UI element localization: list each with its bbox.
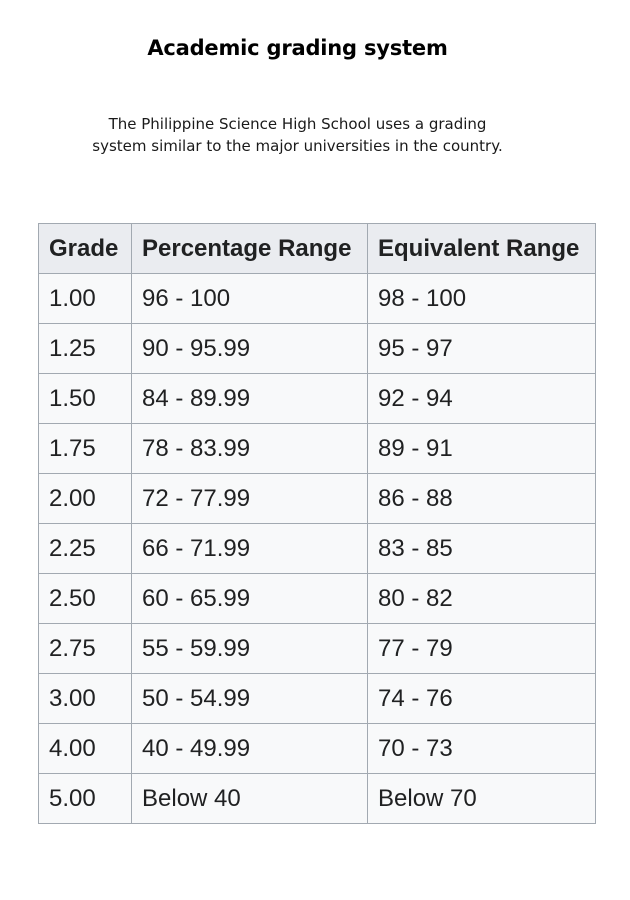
equivalent-range-cell: 86 - 88: [368, 474, 596, 524]
header-percentage-range: Percentage Range: [132, 224, 368, 274]
grade-cell: 2.00: [39, 474, 132, 524]
grade-cell: 1.25: [39, 324, 132, 374]
percentage-range-cell: 66 - 71.99: [132, 524, 368, 574]
table-row: [39, 424, 596, 474]
table-row: [39, 624, 596, 674]
percentage-range-cell: 96 - 100: [132, 274, 368, 324]
percentage-range-cell: Below 40: [132, 774, 368, 824]
equivalent-range-cell: 80 - 82: [368, 574, 596, 624]
equivalent-range-cell: Below 70: [368, 774, 596, 824]
grade-cell: 2.50: [39, 574, 132, 624]
table-row: [39, 274, 596, 324]
table-row: [39, 374, 596, 424]
percentage-range-cell: 50 - 54.99: [132, 674, 368, 724]
grade-cell: 1.75: [39, 424, 132, 474]
grade-cell: 1.00: [39, 274, 132, 324]
percentage-range-cell: 72 - 77.99: [132, 474, 368, 524]
table-row: [39, 574, 596, 624]
grade-cell: 2.75: [39, 624, 132, 674]
intro-line-2: system similar to the major universities in the country.: [92, 137, 503, 155]
table-row: [39, 324, 596, 374]
header-grade: Grade: [39, 224, 132, 274]
table-row: [39, 674, 596, 724]
page-title: Academic grading system: [147, 36, 448, 60]
equivalent-range-cell: 95 - 97: [368, 324, 596, 374]
intro-line-1: The Philippine Science High School uses a grading: [108, 115, 487, 133]
header-equivalent-range: Equivalent Range: [368, 224, 596, 274]
grade-cell: 5.00: [39, 774, 132, 824]
equivalent-range-cell: 83 - 85: [368, 524, 596, 574]
table-row: [39, 474, 596, 524]
percentage-range-cell: 78 - 83.99: [132, 424, 368, 474]
percentage-range-cell: 84 - 89.99: [132, 374, 368, 424]
grade-cell: 1.50: [39, 374, 132, 424]
table-header-row: [39, 224, 596, 274]
equivalent-range-cell: 74 - 76: [368, 674, 596, 724]
table-row: [39, 774, 596, 824]
intro-paragraph: [60, 113, 535, 157]
percentage-range-cell: 40 - 49.99: [132, 724, 368, 774]
equivalent-range-cell: 77 - 79: [368, 624, 596, 674]
equivalent-range-cell: 70 - 73: [368, 724, 596, 774]
table-row: [39, 524, 596, 574]
equivalent-range-cell: 92 - 94: [368, 374, 596, 424]
grading-table: [38, 223, 596, 824]
equivalent-range-cell: 89 - 91: [368, 424, 596, 474]
grade-cell: 4.00: [39, 724, 132, 774]
percentage-range-cell: 90 - 95.99: [132, 324, 368, 374]
percentage-range-cell: 60 - 65.99: [132, 574, 368, 624]
equivalent-range-cell: 98 - 100: [368, 274, 596, 324]
grade-cell: 2.25: [39, 524, 132, 574]
percentage-range-cell: 55 - 59.99: [132, 624, 368, 674]
grade-cell: 3.00: [39, 674, 132, 724]
table-row: [39, 724, 596, 774]
